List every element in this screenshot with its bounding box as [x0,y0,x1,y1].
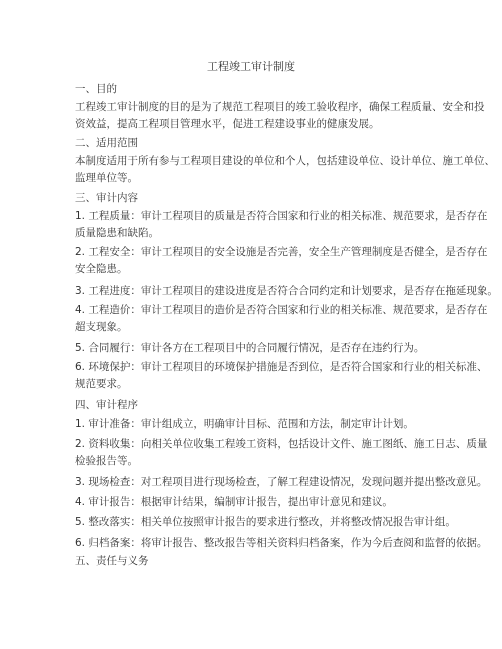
text-line: 1. 工程质量：审计工程项目的质量是否符合国家和行业的相关标准、规范要求，是否存在 [75,210,488,222]
heading-scope [75,135,445,152]
text-line: 5. 合同履行：审计各方在工程项目中的合同履行情况，是否存在违约行为。 [75,342,425,354]
text-line: 工程竣工审计制度的目的是为了规范工程项目的竣工验收程序，确保工程质量、安全和投 [75,101,485,113]
heading-purpose [75,81,445,98]
text-line: 超支现象。 [75,321,128,333]
text-line: 二、适用范围 [75,137,138,149]
item-cost [75,302,488,336]
step-archiving [75,535,488,552]
text-line: 3. 工程进度：审计工程项目的建设进度是否符合合同约定和计划要求，是否存在拖延现象。 [75,285,498,297]
text-line: 监理单位等。 [75,172,138,184]
text-line: 2. 资料收集：向相关单位收集工程竣工资料，包括设计文件、施工图纸、施工日志、质量 [75,438,488,450]
text-line: 4. 工程造价：审计工程项目的造价是否符合国家和行业的相关标准、规范要求，是否存在 [75,304,488,316]
paragraph-purpose [75,99,485,133]
step-collection [75,436,488,470]
text-line: 规范要求。 [75,378,128,390]
step-rectification [75,514,456,531]
text-line: 资效益，提高工程项目管理水平，促进工程建设事业的健康发展。 [75,118,380,130]
item-contract [75,340,445,357]
text-line: 质量隐患和缺陷。 [75,227,159,239]
text-line: 四、审计程序 [75,399,138,411]
text-line: 3. 现场检查：对工程项目进行现场检查，了解工程建设情况，发现问题并提出整改意见。 [75,476,488,488]
text-line: 五、责任与义务 [75,555,149,567]
text-line: 三、审计内容 [75,192,138,204]
text-line: 6. 归档备案：将审计报告、整改报告等相关资料归档备案，作为今后查阅和监督的依据。 [75,537,488,549]
step-inspection [75,474,488,491]
item-progress [75,283,498,300]
text-line: 一、目的 [75,83,117,95]
text-line: 4. 审计报告：根据审计结果，编制审计报告，提出审计意见和建议。 [75,496,393,508]
document-title: 工程竣工审计制度 [207,60,295,73]
text-line: 安全隐患。 [75,263,128,275]
text-line: 本制度适用于所有参与工程项目建设的单位和个人，包括建设单位、设计单位、施工单位、 [75,155,495,167]
item-quality [75,208,488,242]
step-report [75,494,445,511]
paragraph-scope [75,153,495,187]
item-environment [75,359,488,393]
item-safety [75,244,488,278]
text-line: 2. 工程安全：审计工程项目的安全设施是否完善，安全生产管理制度是否健全，是否存在 [75,246,488,258]
heading-procedure [75,397,445,414]
step-preparation [75,416,445,433]
heading-responsibility [75,553,445,570]
text-line: 检验报告等。 [75,455,138,467]
text-line: 6. 环境保护：审计工程项目的环境保护措施是否到位，是否符合国家和行业的相关标准、 [75,361,488,373]
text-line: 1. 审计准备：审计组成立，明确审计目标、范围和方法，制定审计计划。 [75,418,414,430]
heading-content [75,190,445,207]
text-line: 5. 整改落实：相关单位按照审计报告的要求进行整改，并将整改情况报告审计组。 [75,516,456,528]
